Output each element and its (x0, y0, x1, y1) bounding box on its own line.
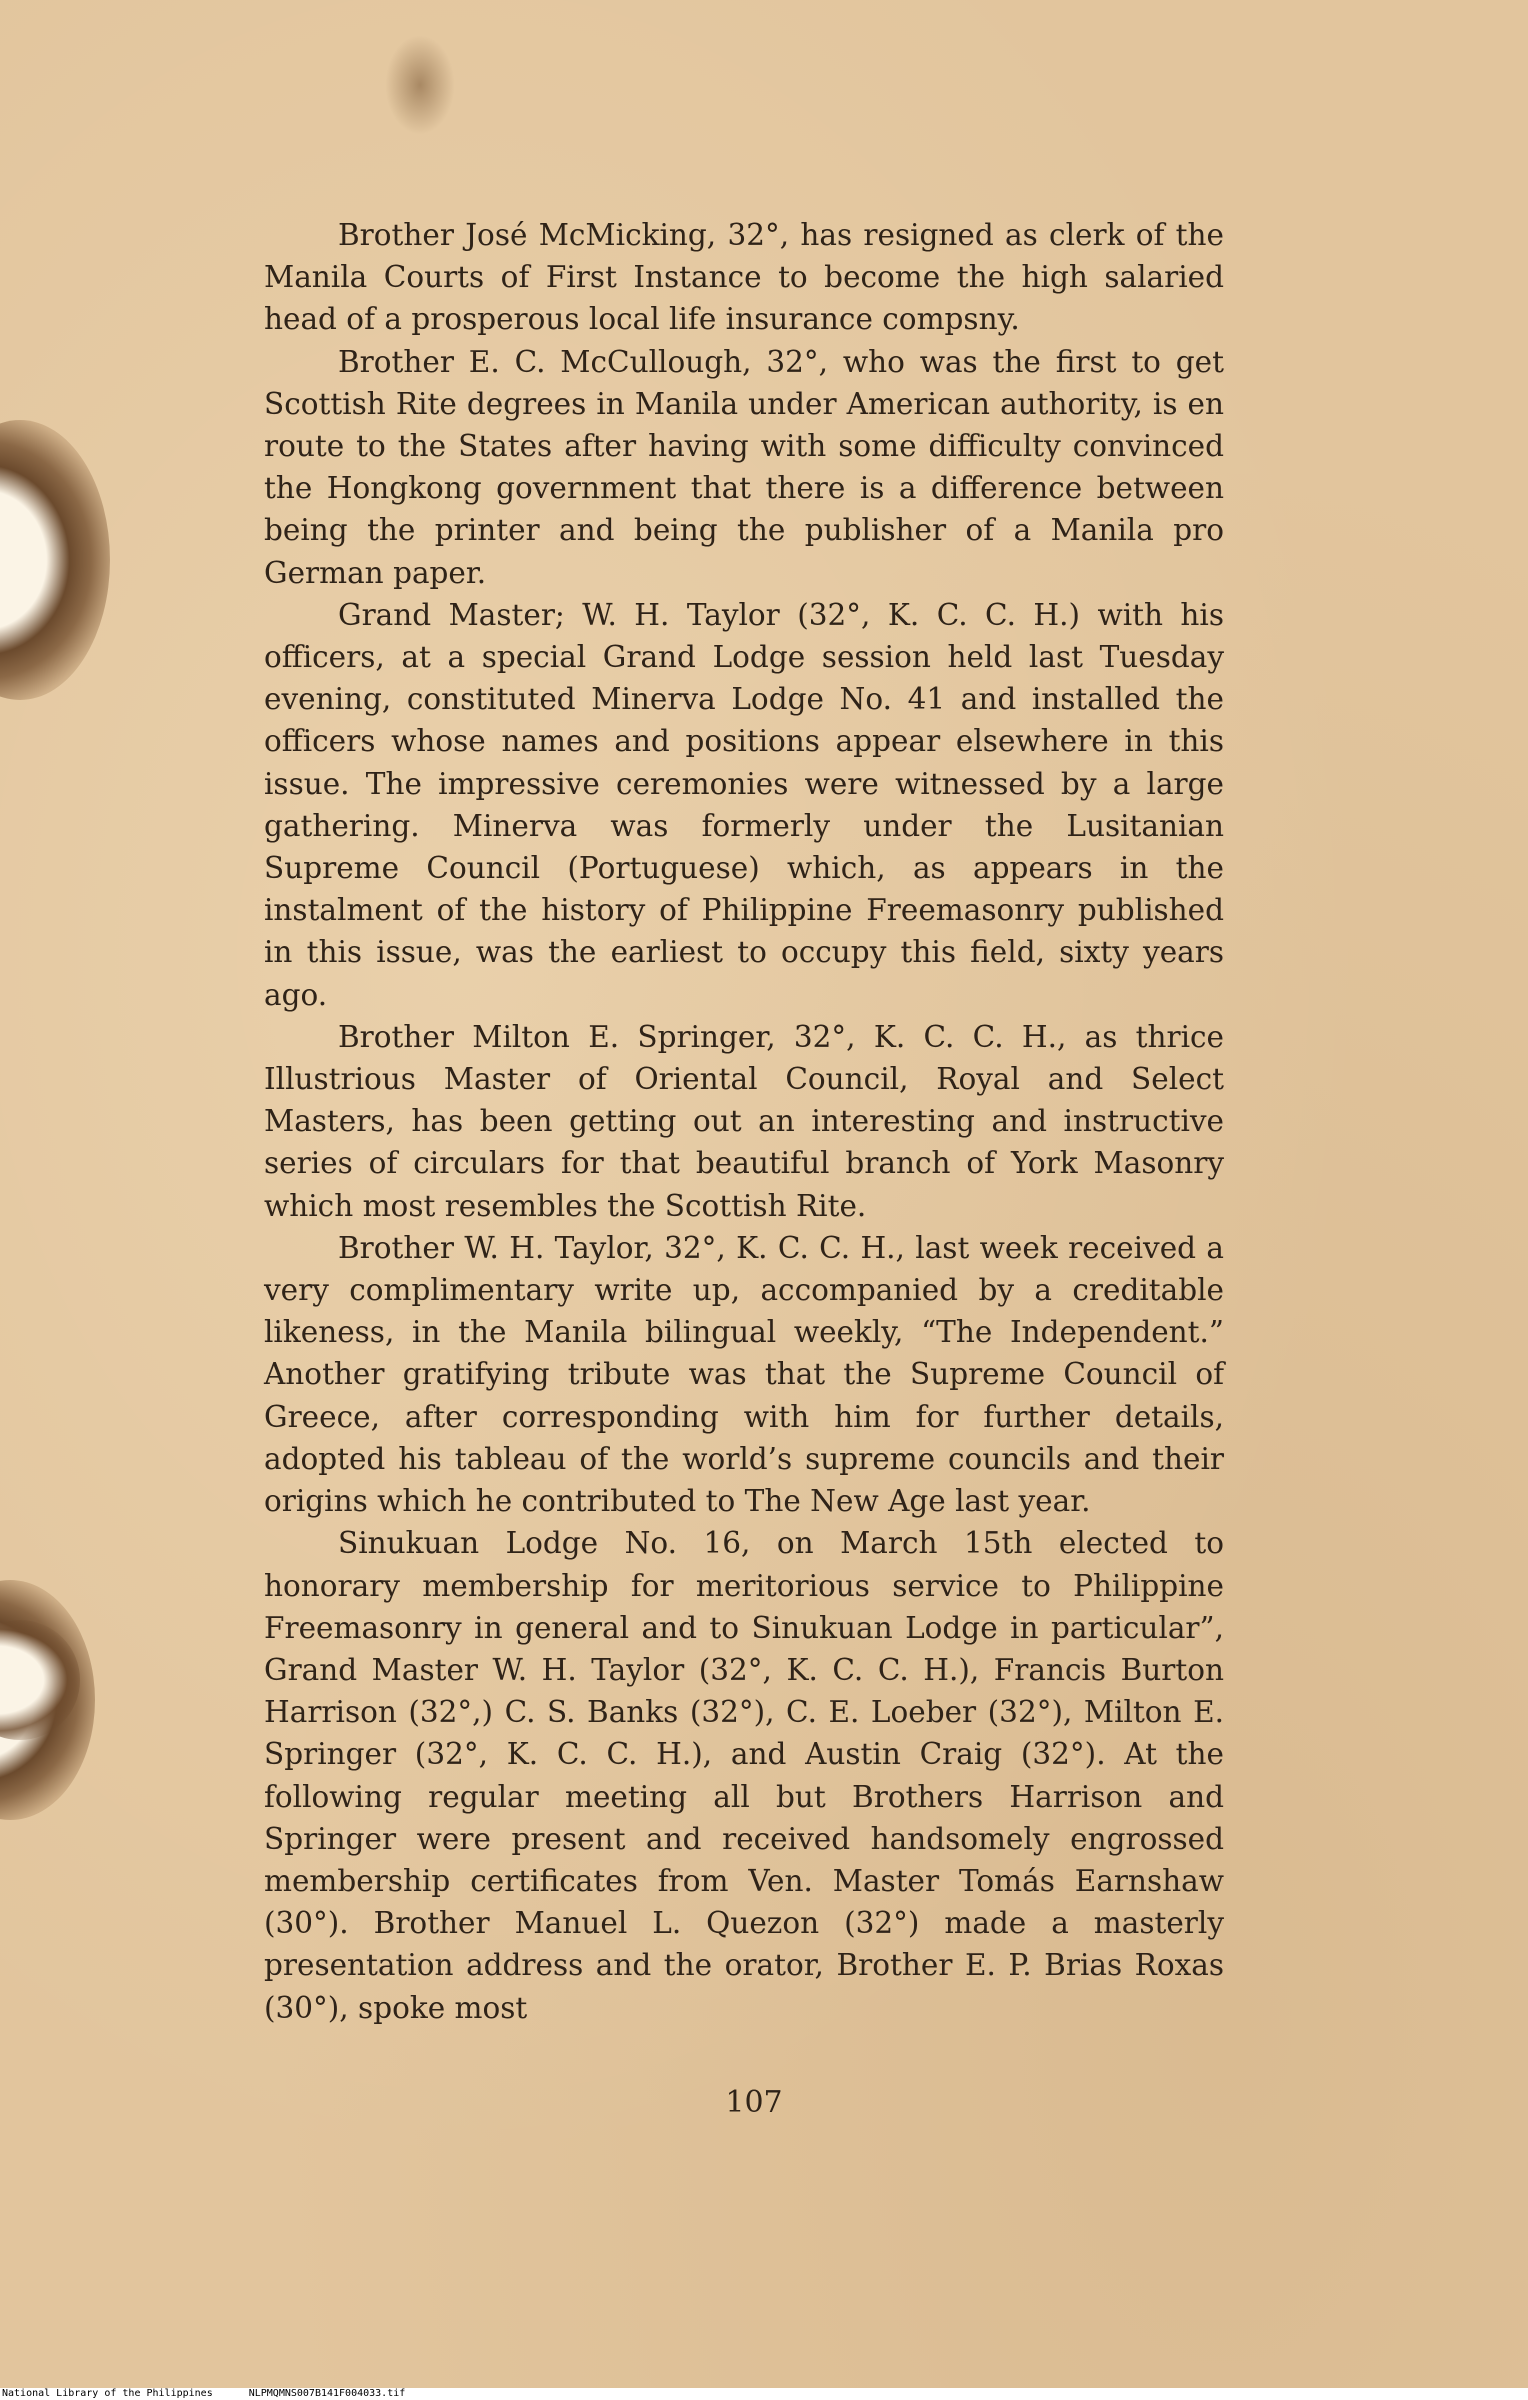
ink-smudge (385, 35, 455, 135)
paragraph-minerva-lodge: Grand Master; W. H. Taylor (32°, K. C. C. H.) with his officers, at a special Grand Lodge session held last Tuesday evening, constituted Minerva Lodge No. 41 and installed the officers whose names and positions appear elsewhere in this issue. The impressive ceremonies were witnessed by a large gathering. Minerva was formerly under the Lusitanian Supreme Council (Portuguese) which, as appears in the instalment of the history of Philippine Freemasonry published in this issue, was the earliest to occupy this field, sixty years ago. (264, 597, 1224, 1012)
scan-footer (0, 2388, 1528, 2400)
footer-library: National Library of the Philippines (2, 2388, 213, 2399)
paragraph-mccullough: Brother E. C. McCullough, 32°, who was the first to get Scottish Rite degrees in Manila under American authority, is en route to the States after having with some difficulty convinced the Hongkong government that there is a difference between being the printer and being the publisher of a Manila pro German paper. (264, 344, 1224, 590)
footer-file-id: NLPMQMNS007B141F004033.tif (248, 2388, 406, 2399)
paragraph-mcmicking: Brother José McMicking, 32°, has resigned as clerk of the Manila Courts of First Instance to become the high salaried head of a prosperous local life insurance compsny. (264, 218, 1224, 337)
paragraph-springer: Brother Milton E. Springer, 32°, K. C. C. H., as thrice Illustrious Master of Oriental Council, Royal and Select Masters, has been getting out an interesting and instructive series of circulars for that beautiful branch of York Masonry which most resembles the Scottish Rite. (264, 1019, 1224, 1223)
body-text (264, 214, 1224, 2029)
paragraph-taylor: Brother W. H. Taylor, 32°, K. C. C. H., last week received a very complimentary write up, accompanied by a creditable likeness, in the Manila bilingual weekly, “The Independent.” Another gratifying tribute was that the Supreme Council of Greece, after corresponding with him for further details, adopted his tableau of the world’s supreme councils and their origins which he contributed to The New Age last year. (264, 1230, 1224, 1519)
page-number: 107 (725, 2085, 783, 2120)
paragraph-sinukuan-lodge: Sinukuan Lodge No. 16, on March 15th elected to honorary membership for meritorious service to Philippine Freemasonry in general and to Sinukuan Lodge in particular”, Grand Master W. H. Taylor (32°, K. C. C. H.), Francis Burton Harrison (32°,) C. S. Banks (32°), C. E. Loeber (32°), Milton E. Springer (32°, K. C. C. H.), and Austin Craig (32°). At the following regular meeting all but Brothers Harrison and Springer were present and received handsomely engrossed membership certificates from Ven. Master Tomás Earnshaw (30°). Brother Manuel L. Quezon (32°) made a masterly presentation address and the orator, Brother E. P. Brias Roxas (30°), spoke most (264, 1526, 1224, 2025)
burn-hole-upper (0, 420, 110, 700)
